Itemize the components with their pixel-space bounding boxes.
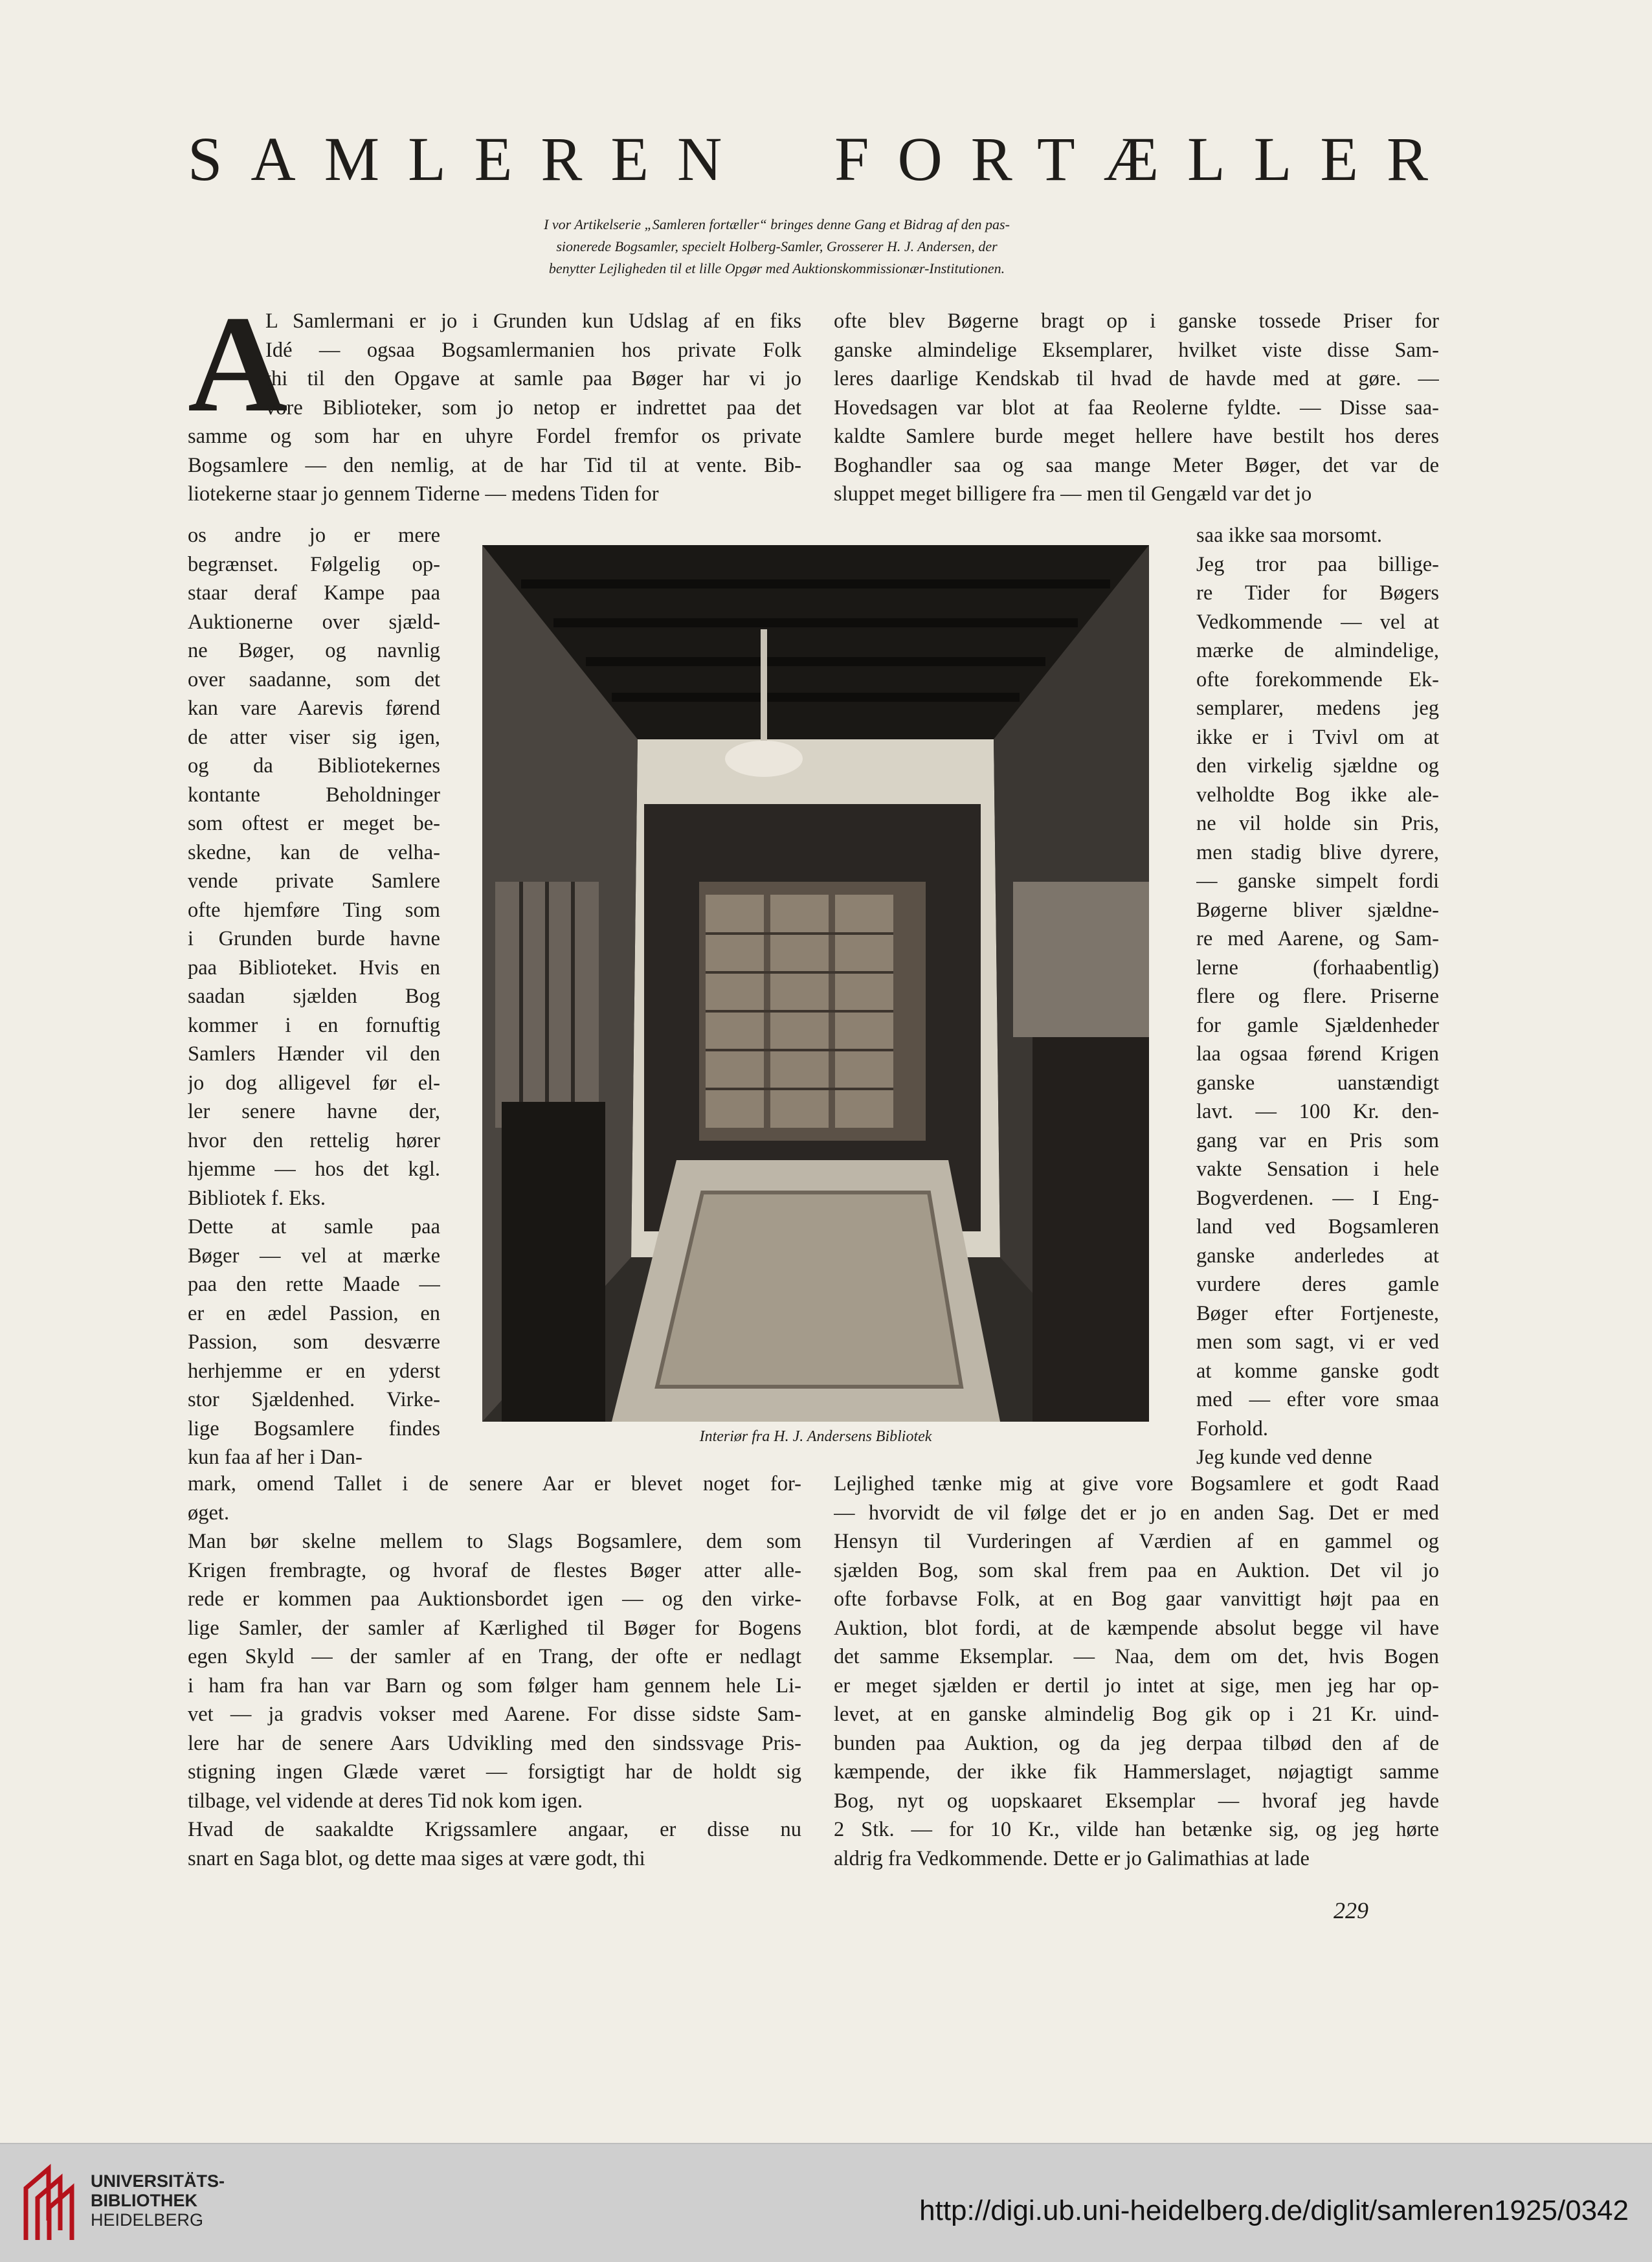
text-line: ofte blev Bøgerne bragt op i ganske tossede Priser for <box>834 309 1439 333</box>
text-line: kan vare Aarevis førend <box>188 697 440 720</box>
text-line: — ganske simpelt fordi <box>1196 869 1439 893</box>
text-line: mark, omend Tallet i de senere Aar er blevet noget for- <box>188 1472 801 1495</box>
text-line: kommer i en fornuftig <box>188 1013 440 1037</box>
text-line: Jeg tror paa billige- <box>1196 552 1439 576</box>
text-line: de atter viser sig igen, <box>188 725 440 749</box>
text-line: bunden paa Auktion, og da jeg derpaa tilbød den af de <box>834 1731 1439 1755</box>
library-name-line: UNIVERSITÄTS- <box>91 2171 225 2191</box>
text-line: Jeg kunde ved denne <box>1196 1446 1372 1469</box>
text-line: Hensyn til Vurderingen af Værdien af en gammel og <box>834 1530 1439 1553</box>
text-line: men stadig blive dyrere, <box>1196 840 1439 864</box>
text-line: L Samlermani er jo i Grunden kun Udslag af en fiks <box>265 309 801 333</box>
text-line: den virkelig sjældne og <box>1196 754 1439 778</box>
text-line: Dette at samle paa <box>188 1215 440 1238</box>
text-line: Lejlighed tænke mig at give vore Bogsamlere et godt Raad <box>834 1472 1439 1495</box>
text-line: flere og flere. Priserne <box>1196 985 1439 1008</box>
text-line: samme og som har en uhyre Fordel fremfor os private <box>188 425 801 448</box>
text-line: thi til den Opgave at samle paa Bøger har vi jo <box>265 367 801 390</box>
text-line: vet — ja gradvis vokser med Aarene. For disse sidste Sam- <box>188 1703 801 1726</box>
text-line: laa ogsaa førend Krigen <box>1196 1042 1439 1066</box>
text-line: ganske almindelige Eksemplarer, hvilket viste disse Sam- <box>834 338 1439 362</box>
text-line: egen Skyld — der samler af en Trang, der ofte er nedlagt <box>188 1645 801 1668</box>
text-line: saa ikke saa morsomt. <box>1196 524 1383 547</box>
text-line: at komme ganske godt <box>1196 1359 1439 1383</box>
text-line: over saadanne, som det <box>188 667 440 691</box>
text-line: kaldte Samlere burde meget hellere have bestilt hos deres <box>834 425 1439 448</box>
text-line: skedne, kan de velha- <box>188 840 440 864</box>
text-line: som oftest er meget be- <box>188 812 440 835</box>
library-name <box>91 2171 225 2230</box>
text-line: liotekerne staar jo gennem Tiderne — medens Tiden for <box>188 482 659 506</box>
text-line: Bogverdenen. — I Eng- <box>1196 1186 1439 1210</box>
text-line: mærke de almindelige, <box>1196 639 1439 662</box>
drop-cap: A <box>188 287 288 441</box>
text-line: vurdere deres gamle <box>1196 1273 1439 1296</box>
text-line: rede er kommen paa Auktionsbordet igen — og den virke- <box>188 1587 801 1611</box>
text-line: Idé — ogsaa Bogsamlermanien hos private Folk <box>265 338 801 362</box>
text-line: gang var en Pris som <box>1196 1128 1439 1152</box>
text-line: begrænset. Følgelig op- <box>188 552 440 576</box>
text-line: men som sagt, vi er ved <box>1196 1330 1439 1354</box>
text-line: kontante Beholdninger <box>188 783 440 807</box>
text-line: snart en Saga blot, og dette maa siges at være godt, thi <box>188 1846 645 1870</box>
right-column-narrow <box>1196 521 1439 1472</box>
text-line: kun faa af her i Dan- <box>188 1446 363 1469</box>
text-line: og da Bibliotekernes <box>188 754 440 778</box>
text-line: sluppet meget billigere fra — men til Gengæld var det jo <box>834 482 1312 506</box>
left-column-top <box>265 307 801 422</box>
text-line: Bøger — vel at mærke <box>188 1244 440 1268</box>
text-line: 2 Stk. — for 10 Kr., vilde han betænke sig, og jeg hørte <box>834 1818 1439 1841</box>
left-column-bottom <box>188 1470 801 1873</box>
text-line: stor Sjældenhed. Virke- <box>188 1388 440 1411</box>
text-line: — hvorvidt de vil følge det er jo en anden Sag. Det er med <box>834 1501 1439 1525</box>
photo-caption: Interiør fra H. J. Andersens Bibliotek <box>699 1428 932 1445</box>
text-line: Forhold. <box>1196 1417 1269 1440</box>
text-line: kæmpende, der ikke fik Hammerslaget, nøjagtigt samme <box>834 1760 1439 1784</box>
text-line: Auktion, blot fordi, at de kæmpende absolut begge vil have <box>834 1616 1439 1640</box>
text-line: os andre jo er mere <box>188 524 440 547</box>
text-line: Samlers Hænder vil den <box>188 1042 440 1066</box>
title-word: FORTÆLLER <box>834 124 1457 194</box>
text-line: land ved Bogsamleren <box>1196 1215 1439 1238</box>
left-column-narrow <box>188 521 440 1472</box>
text-line: ofte forbavse Folk, at en Bog gaar vanvittigt højt paa en <box>834 1587 1439 1611</box>
text-line: vakte Sensation i hele <box>1196 1158 1439 1181</box>
text-line: Hvad de saakaldte Krigssamlere angaar, er disse nu <box>188 1818 801 1841</box>
text-line: hvor den rettelig hører <box>188 1128 440 1152</box>
text-line: velholdte Bog ikke ale- <box>1196 783 1439 807</box>
article-intro <box>414 214 1139 280</box>
text-line: for gamle Sjældenheder <box>1196 1013 1439 1037</box>
text-line: Bogsamlere — den nemlig, at de har Tid til at vente. Bib- <box>188 453 801 477</box>
text-line: Man bør skelne mellem to Slags Bogsamlere, dem som <box>188 1530 801 1553</box>
text-line: stigning ingen Glæde været — forsigtigt har de holdt sig <box>188 1760 801 1784</box>
text-line: re med Aarene, og Sam- <box>1196 927 1439 950</box>
text-line: tilbage, vel vidende at deres Tid nok kom igen. <box>188 1789 583 1813</box>
text-line: ofte forekommende Ek- <box>1196 667 1439 691</box>
text-line: levet, at en ganske almindelig Bog gik op i 21 Kr. uind- <box>834 1703 1439 1726</box>
text-line: Bog, nyt og uopskaaret Eksemplar — hvoraf jeg havde <box>834 1789 1439 1813</box>
text-line: lerne (forhaabentlig) <box>1196 956 1439 980</box>
text-line: saadan sjælden Bog <box>188 985 440 1008</box>
text-line: lere har de senere Aars Udvikling med den sindssvage Pris- <box>188 1731 801 1755</box>
right-column-top <box>834 307 1439 509</box>
text-line: semplarer, medens jeg <box>1196 697 1439 720</box>
article-title <box>188 123 1457 195</box>
text-line: re Tider for Bøgers <box>1196 581 1439 605</box>
text-line: i ham fra han var Barn og som følger ham gennem hele Li- <box>188 1674 801 1697</box>
text-line: lige Samler, der samler af Kærlighed til Bøger for Bogens <box>188 1616 801 1640</box>
text-line: Hovedsagen var blot at faa Reolerne fyldte. — Disse saa- <box>834 396 1439 420</box>
text-line: i Grunden burde havne <box>188 927 440 950</box>
text-line: Bøgerne bliver sjældne- <box>1196 898 1439 922</box>
viewer-footer <box>0 2143 1652 2262</box>
text-line: paa den rette Maade — <box>188 1273 440 1296</box>
text-line: ler senere havne der, <box>188 1100 440 1123</box>
text-line: Boghandler saa og saa mange Meter Bøger, det var de <box>834 453 1439 477</box>
intro-line: sionerede Bogsamler, specielt Holberg-Samler, Grosserer H. J. Andersen, der <box>556 238 998 254</box>
text-line: ganske uanstændigt <box>1196 1071 1439 1095</box>
text-line: Krigen frembragte, og hvoraf de flestes Bøger atter alle- <box>188 1558 801 1582</box>
library-logo-icon <box>19 2162 84 2246</box>
permalink-url[interactable]: http://digi.ub.uni-heidelberg.de/diglit/samleren1925/0342 <box>919 2195 1629 2226</box>
library-name-line: HEIDELBERG <box>91 2210 204 2230</box>
intro-line: I vor Artikelserie „Samleren fortæller“ bringes denne Gang et Bidrag af den pas- <box>544 216 1010 232</box>
text-line: vore Biblioteker, som jo netop er indrettet paa det <box>265 396 801 420</box>
intro-line: benytter Lejligheden til et lille Opgør med Auktionskommissionær-Institutionen. <box>548 260 1005 276</box>
text-line: det samme Eksemplar. — Naa, dem om det, hvis Bogen <box>834 1645 1439 1668</box>
text-line: ne Bøger, og navnlig <box>188 639 440 662</box>
right-column-bottom <box>834 1470 1439 1873</box>
text-line: Bibliotek f. Eks. <box>188 1186 326 1210</box>
text-line: paa Biblioteket. Hvis en <box>188 956 440 980</box>
title-word: SAMLEREN <box>188 124 751 194</box>
text-line: lavt. — 100 Kr. den- <box>1196 1100 1439 1123</box>
text-line: aldrig fra Vedkommende. Dette er jo Galimathias at lade <box>834 1846 1310 1870</box>
text-line: Bøger efter Fortjeneste, <box>1196 1301 1439 1325</box>
text-line: ikke er i Tvivl om at <box>1196 725 1439 749</box>
text-line: ganske anderledes at <box>1196 1244 1439 1268</box>
text-line: Auktionerne over sjæld- <box>188 610 440 634</box>
library-name-line: BIBLIOTHEK <box>91 2191 197 2210</box>
text-line: hjemme — hos det kgl. <box>188 1158 440 1181</box>
text-line: er en ædel Passion, en <box>188 1301 440 1325</box>
text-line: ne vil holde sin Pris, <box>1196 812 1439 835</box>
text-line: lige Bogsamlere findes <box>188 1417 440 1440</box>
text-line: leres daarlige Kendskab til hvad de havde med at gøre. — <box>834 367 1439 390</box>
library-interior-photo <box>482 545 1149 1422</box>
page-number: 229 <box>1334 1898 1368 1923</box>
text-line: øget. <box>188 1501 230 1525</box>
text-line: vende private Samlere <box>188 869 440 893</box>
text-line: herhjemme er en yderst <box>188 1359 440 1383</box>
text-line: Vedkommende — vel at <box>1196 610 1439 634</box>
text-line: staar deraf Kampe paa <box>188 581 440 605</box>
text-line: jo dog alligevel før el- <box>188 1071 440 1095</box>
text-line: med — efter vore smaa <box>1196 1388 1439 1411</box>
text-line: ofte hjemføre Ting som <box>188 898 440 922</box>
text-line: er meget sjælden er dertil jo intet at sige, men jeg har op- <box>834 1674 1439 1697</box>
text-line: Passion, som desværre <box>188 1330 440 1354</box>
text-line: sjælden Bog, som skal frem paa en Auktion. Det vil jo <box>834 1558 1439 1582</box>
left-column-top-full <box>188 422 801 509</box>
